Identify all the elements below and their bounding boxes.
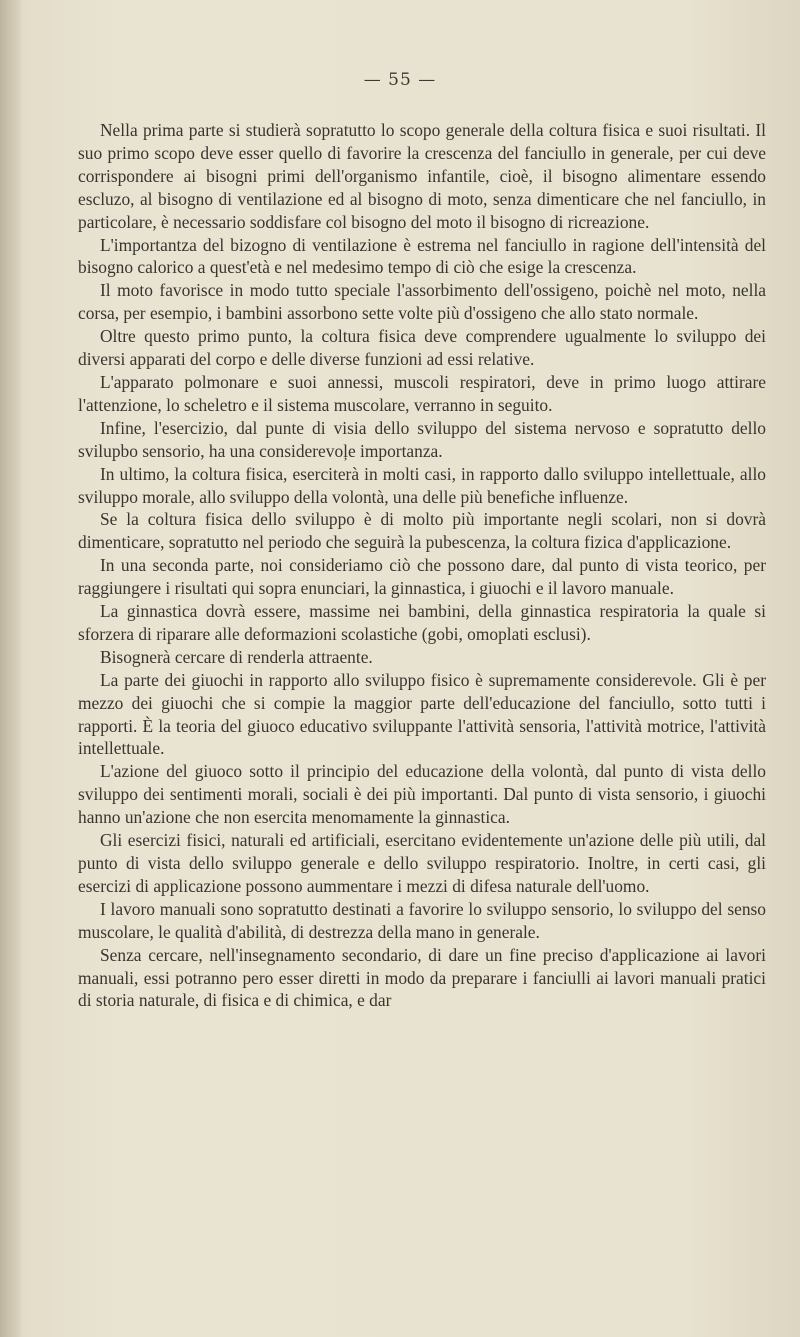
paragraph: I lavoro manuali sono sopratutto destinati a favorire lo sviluppo sensorio, lo sviluppo del senso muscolare, le qualità d'abilità, di destrezza della mano in generale. <box>78 898 766 942</box>
paragraph: Se la coltura fisica dello sviluppo è di molto più importante negli scolari, non si dovrà dimenticare, sopratutto nel periodo che seguirà la pubescenza, la coltura fizica d'applicazione. <box>78 509 766 553</box>
paragraph: La ginnastica dovrà essere, massime nei bambini, della ginnastica respiratoria la quale si sforzera di riparare alle deformazioni scolastiche (gobi, omoplati esclusi). <box>78 601 766 644</box>
paragraph: In una seconda parte, noi consideriamo ciò che possono dare, dal punto di vista teorico, per raggiungere i risultati qui sopra enunciari, la ginnastica, i giuochi e il lavoro manuale. <box>78 555 766 599</box>
body-text <box>78 119 766 1012</box>
paragraph: Infine, l'esercizio, dal punte di visia dello sviluppo del sistema nervoso e sopratutto dello svilupbo sensorio, ha una considerevoļe importanza. <box>78 417 766 461</box>
paragraph: L'azione del giuoco sotto il principio del educazione della volontà, dal punto di vista dello sviluppo dei sentimenti morali, sociali è dei più importanti. Dal punto di vista sensorio, i giuochi hanno un'azione che non esercita menomamente la ginnastica. <box>78 761 766 828</box>
paragraph: Oltre questo primo punto, la coltura fisica deve comprendere ugualmente lo sviluppo dei diversi apparati del corpo e delle diverse funzioni ad essi relative. <box>78 326 766 370</box>
paragraph: La parte dei giuochi in rapporto allo sviluppo fisico è supremamente considerevole. Gli è per mezzo dei giuochi che si compie la maggior parte dell'educazione del fanciullo, sotto tutti i rapporti. È la teoria del giuoco educativo sviluppante l'attività sensoria, l'attività motrice, l'attività intellettuale. <box>78 669 766 759</box>
paragraph: Gli esercizi fisici, naturali ed artificiali, esercitano evidentemente un'azione delle più utili, dal punto di vista dello sviluppo generale e dello sviluppo respiratorio. Inoltre, in certi casi, gli esercizi di applicazione possono aummentare i mezzi di difesa naturale dell'uomo. <box>78 830 766 896</box>
page-number: — 55 — <box>363 70 437 90</box>
paragraph: L'importantza del bizogno di ventilazione è estrema nel fanciullo in ragione dell'intensità del bisogno calorico a quest'età e nel medesimo tempo di ciò che esige la crescenza. <box>78 234 766 278</box>
paragraph: Il moto favorisce in modo tutto speciale l'assorbimento dell'ossigeno, poichè nel moto, nella corsa, per esempio, i bambini assorbono sette volte più d'ossigeno che allo stato normale. <box>78 280 766 324</box>
paragraph: Bisognerà cercare di renderla attraente. <box>100 646 373 667</box>
paragraph: Nella prima parte si studierà sopratutto lo scopo generale della coltura fisica e suoi risultati. Il suo primo scopo deve esser quello di favorire la crescenza del fanciullo in generale, per cui deve corrispondere ai bisogni primi dell'organismo infantile, cioè, il bisogno alimentare essendo escluzo, al bisogno di ventilazione ed al bisogno di moto, senza dimenticare che nel fanciullo, in particolare, è necessario soddisfare col bisogno del moto il bisogno di ricreazione. <box>78 120 766 232</box>
paragraph: In ultimo, la coltura fisica, eserciterà in molti casi, in rapporto dallo sviluppo intellettuale, allo sviluppo morale, allo sviluppo della volontà, una delle più benefiche influenze. <box>78 463 766 507</box>
binding-edge <box>0 0 22 1337</box>
paragraph: Senza cercare, nell'insegnamento secondario, di dare un fine preciso d'applicazione ai lavori manuali, essi potranno pero esser diretti in modo da preparare i fanciulli ai lavori manuali pratici di storia naturale, di fisica e di chimica, e dar <box>78 944 766 1011</box>
paragraph: L'apparato polmonare e suoi annessi, muscoli respiratori, deve in primo luogo attirare l'attenzione, lo scheletro e il sistema muscolare, verranno in seguito. <box>78 371 766 415</box>
